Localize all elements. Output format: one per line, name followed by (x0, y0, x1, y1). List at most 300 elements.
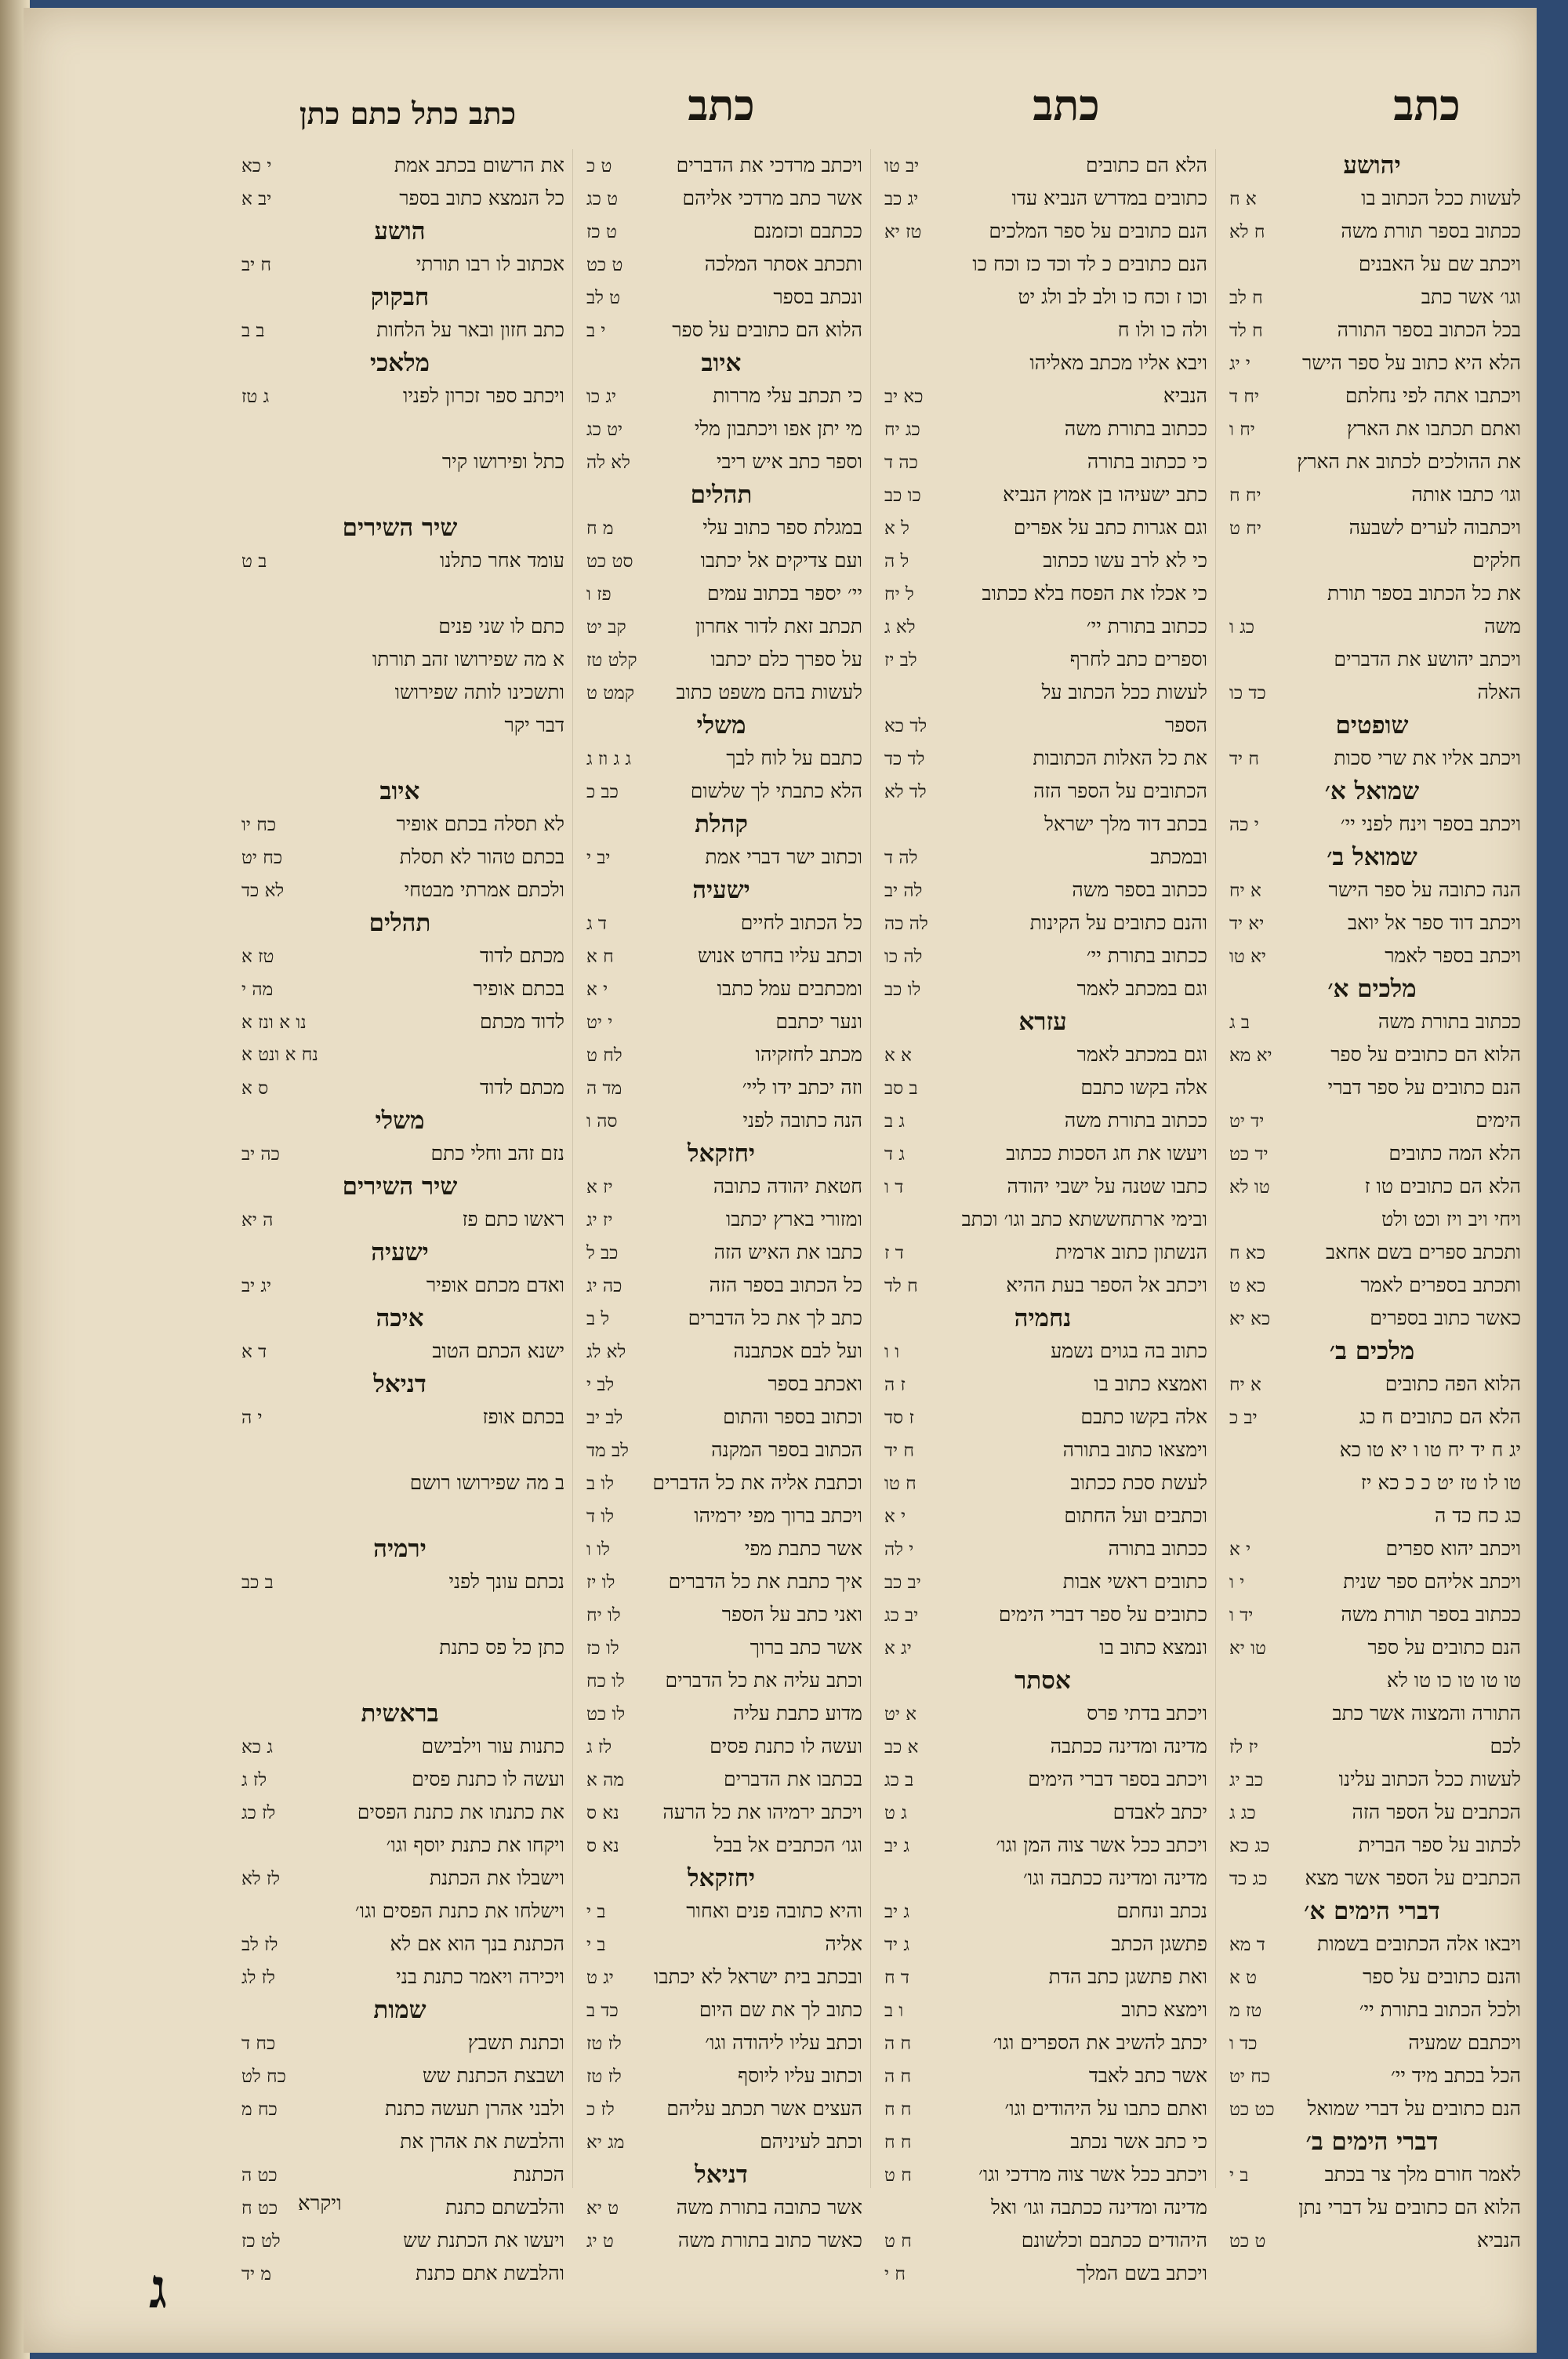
entry-text: אסתר (1014, 1667, 1071, 1695)
entry-text: וכתב עליו בחרט אנוש (698, 944, 862, 967)
section-heading (1223, 841, 1521, 874)
concordance-entry (235, 314, 564, 347)
entry-reference: לד לא (884, 782, 927, 802)
entry-text: ובימי ארתחששתא כתב וגו׳ וכתב (961, 1208, 1207, 1230)
page-signature-mark: ג (149, 2255, 168, 2321)
concordance-entry (1223, 610, 1521, 643)
concordance-entry (878, 1170, 1207, 1203)
entry-text: ויכתב יהושע את הדברים (1334, 648, 1521, 671)
entry-text: והנם כתובים על ספר (1363, 1965, 1521, 1988)
entry-text: ויכתב אל הספר בעת ההיא (1006, 1274, 1207, 1296)
entry-text: ויחי ויב ויז וכט ולט (1381, 1208, 1521, 1230)
entry-reference: ח י (884, 2264, 906, 2284)
concordance-entry (235, 972, 564, 1005)
entry-text: תכתב זאת לדור אחרון (695, 615, 862, 638)
entry-text: ראשו כתם פז (462, 1208, 564, 1230)
concordance-entry (1223, 1730, 1521, 1763)
entry-reference: כד ב (586, 2001, 619, 2021)
concordance-entry (878, 314, 1207, 347)
entry-reference: פז ו (586, 584, 612, 605)
entry-reference: ל א (884, 518, 909, 539)
entry-text: וכתנת תשבץ (467, 2031, 564, 2054)
concordance-entry (878, 248, 1207, 281)
concordance-entry (580, 413, 862, 445)
entry-text: וספר כתב איש ריבי (716, 450, 862, 473)
concordance-entry (878, 215, 1207, 248)
entry-reference: ט כג (586, 189, 619, 209)
entry-text: נזם זהב וחלי כתם (430, 1142, 564, 1165)
concordance-entry (580, 1038, 862, 1071)
entry-text: הנשתון כתוב ארמית (1055, 1241, 1207, 1263)
entry-text: והיא כתובה פנים ואחור (686, 1899, 862, 1922)
entry-reference: לט כז (241, 2231, 281, 2252)
entry-text: בראשית (361, 1699, 439, 1728)
concordance-entry (878, 940, 1207, 972)
concordance-entry (878, 1829, 1207, 1862)
section-heading (235, 347, 564, 380)
concordance-entry (580, 1994, 862, 2026)
entry-reference: ח טו (884, 1474, 916, 1494)
entry-text: הנם כתובים על דברי שמואל (1307, 2097, 1521, 2120)
entry-text: בכל הכתוב בספר התורה (1337, 318, 1521, 341)
concordance-entry (878, 1368, 1207, 1401)
entry-reference: לב יב (586, 1408, 623, 1428)
entry-text: ויכתב אליהם ספר שנית (1343, 1570, 1521, 1593)
concordance-entry (1223, 215, 1521, 248)
entry-text: דניאל (695, 2161, 748, 2189)
entry-reference: ט כט (1229, 2231, 1266, 2252)
concordance-entry (235, 2026, 564, 2059)
entry-text: את כל האלות הכתובות (1033, 747, 1207, 769)
entry-reference: יח ו (1229, 420, 1255, 440)
entry-text: וכתב עליה את כל הדברים (665, 1669, 862, 1692)
entry-reference: י ה (241, 1408, 263, 1428)
concordance-entry (878, 1730, 1207, 1763)
entry-text: ויכתב ככל אשר צוה המן וגו׳ (996, 1834, 1207, 1856)
concordance-entry (1223, 413, 1521, 445)
entry-reference: לז לא (241, 1869, 281, 1889)
concordance-entry (1223, 742, 1521, 775)
concordance-entry (580, 380, 862, 413)
entry-text: וכתוב ישר דברי אמת (705, 845, 862, 868)
entry-reference: ג ג וז ג (586, 749, 632, 769)
concordance-entry (878, 1796, 1207, 1829)
entry-text: והלבשת את אהרן את (400, 2130, 564, 2153)
entry-text: הלא הם כתובים ח כג (1359, 1405, 1521, 1428)
entry-text: כתובים במדרש הנביא עדו (1011, 187, 1207, 209)
entry-reference: י ו (1229, 1572, 1245, 1593)
catchword: ויקרא (298, 2192, 342, 2215)
section-heading (580, 1137, 862, 1170)
section-heading (1223, 2125, 1521, 2158)
concordance-entry (235, 1961, 564, 1994)
entry-text: וכו ז וכח כו ולב לב ולג יט (1018, 285, 1207, 308)
concordance-entry (1223, 1994, 1521, 2026)
entry-text: הכל בכתב מיד יי׳ (1391, 2064, 1521, 2087)
entry-text: כי לא לרב עשו ככתוב (1043, 549, 1207, 572)
concordance-entry (235, 1203, 564, 1236)
entry-text: ויכתב ירמיהו את כל הרעה (662, 1801, 862, 1823)
concordance-entry (580, 281, 862, 314)
concordance-entry (1223, 2026, 1521, 2059)
entry-reference: לא לג (586, 1342, 626, 1362)
entry-text: וזה יכתב ידו ליי׳ (742, 1076, 862, 1099)
entry-reference: ד ז (884, 1243, 904, 1263)
entry-text: מדינה ומדינה ככתבה וגו׳ ואל (990, 2196, 1207, 2219)
concordance-entry (580, 907, 862, 940)
entry-reference: לח ט (586, 1045, 622, 1066)
entry-text: משלי (696, 711, 746, 740)
entry-text: הלא היא כתוב על ספר הישר (1301, 351, 1521, 374)
concordance-entry (1223, 1598, 1521, 1631)
entry-text: יכתב לאבדם (1112, 1801, 1207, 1823)
entry-text: האלה (1477, 681, 1521, 703)
entry-reference: ח יד (884, 1441, 915, 1461)
entry-reference: ד מא (1229, 1935, 1265, 1955)
entry-text: לא תסלה בכתם אופיר (396, 812, 564, 835)
entry-reference: לא ג (884, 617, 916, 638)
entry-reference: יג א (884, 1638, 912, 1659)
entry-reference: ח ח (884, 2099, 912, 2120)
concordance-entry (1223, 544, 1521, 577)
entry-reference: לז לג (241, 1968, 275, 1988)
entry-text: את כתנתו את כתנת הפסים (357, 1801, 564, 1823)
concordance-entry (235, 2158, 564, 2191)
entry-text: הלוא הפה כתובים (1385, 1372, 1521, 1395)
entry-reference: ב ג (1229, 1012, 1250, 1033)
concordance-entry (878, 1137, 1207, 1170)
concordance-entry (878, 1697, 1207, 1730)
entry-reference: כה יב (241, 1144, 280, 1165)
concordance-entry (235, 577, 564, 610)
entry-reference: י כא (241, 156, 272, 176)
concordance-entry (235, 1434, 564, 1467)
concordance-entry (235, 874, 564, 907)
concordance-entry (1223, 380, 1521, 413)
entry-text: ויכירה ויאמר כתנת בני (396, 1965, 564, 1988)
entry-reference: כג יח (884, 420, 920, 440)
concordance-entry (878, 2257, 1207, 2290)
concordance-entry (1223, 1565, 1521, 1598)
concordance-entry (580, 511, 862, 544)
header-col1: כתב (1393, 80, 1461, 130)
concordance-entry (580, 314, 862, 347)
entry-text: ויכתב בספר לאמר (1385, 944, 1521, 967)
entry-text: ועם צדיקים אל יכתבו (700, 549, 862, 572)
concordance-entry (235, 478, 564, 511)
section-heading (235, 1368, 564, 1401)
entry-reference: כה ד (884, 453, 918, 473)
entry-text: אלה בקשו כתבם (1080, 1076, 1207, 1099)
entry-reference: ח א (586, 947, 614, 967)
entry-reference: טז א (241, 947, 274, 967)
concordance-entry (1223, 2092, 1521, 2125)
concordance-entry (235, 676, 564, 709)
entry-reference: לד כד (884, 749, 925, 769)
entry-reference: טז יא (884, 222, 922, 242)
concordance-entry (235, 1499, 564, 1532)
entry-reference: יח ח (1229, 485, 1261, 506)
concordance-entry (878, 1994, 1207, 2026)
concordance-entry (1223, 1302, 1521, 1335)
entry-text: ככתוב בספר תורת משה (1341, 1603, 1521, 1626)
entry-reference: לז כ (586, 2099, 615, 2120)
entry-text: וגם במכתב לאמר (1076, 1043, 1207, 1066)
concordance-entry (1223, 1763, 1521, 1796)
entry-reference: יג כו (586, 387, 617, 407)
entry-text: ואכתב בספר (768, 1372, 862, 1395)
concordance-entry (580, 1104, 862, 1137)
entry-text: חטאת יהודה כתובה (713, 1175, 862, 1198)
entry-reference: ח לב (1229, 288, 1263, 308)
entry-reference: ג יד (884, 1935, 909, 1955)
concordance-entry (878, 1631, 1207, 1664)
concordance-entry (1223, 1236, 1521, 1269)
concordance-entry (235, 1005, 564, 1038)
entry-reference: כח ד (241, 2034, 276, 2054)
entry-text: כתוב לך את שם היום (699, 1998, 862, 2021)
section-heading (1223, 775, 1521, 808)
entry-reference: לב יז (884, 650, 917, 671)
entry-text: ולכל הכתוב בתורת יי׳ (1359, 1998, 1521, 2021)
entry-reference: ג ב (884, 1111, 905, 1132)
concordance-entry (1223, 577, 1521, 610)
column-2 (878, 149, 1207, 2284)
entry-text: ואמצא כתוב בו (1094, 1372, 1207, 1395)
entry-reference: נא ס (586, 1803, 619, 1823)
entry-reference: כט ח (241, 2198, 278, 2219)
concordance-entry (580, 676, 862, 709)
entry-text: לדוד מכתם (480, 1010, 564, 1033)
entry-text: הנם כתובים על ספר דברי (1327, 1076, 1521, 1099)
entry-reference: ט יא (586, 2198, 619, 2219)
concordance-entry (235, 1269, 564, 1302)
entry-text: ואתם תכתבו את הארץ (1346, 417, 1521, 440)
concordance-entry (580, 1302, 862, 1335)
entry-text: תהלים (368, 909, 431, 937)
concordance-entry (878, 1961, 1207, 1994)
entry-text: דבר יקר (504, 714, 564, 736)
concordance-entry (580, 1401, 862, 1434)
entry-reference: לו כט (586, 1704, 626, 1725)
entry-text: ואתם כתבו על היהודים וגו׳ (1004, 2097, 1207, 2120)
concordance-entry (580, 1269, 862, 1302)
concordance-entry (580, 1928, 862, 1961)
entry-reference: ח ה (884, 2066, 912, 2087)
entry-reference: ג כא (241, 1737, 273, 1757)
entry-text: לכם (1490, 1735, 1521, 1757)
entry-text: ככתבם וכזמנם (753, 220, 862, 242)
concordance-entry (580, 1631, 862, 1664)
concordance-entry (1223, 1499, 1521, 1532)
concordance-entry (1223, 347, 1521, 380)
column-rule (1215, 149, 1216, 2188)
entry-text: הלוא הם כתובים על ספר (672, 318, 862, 341)
entry-text: ויכתב מרדכי את הדברים (676, 154, 862, 176)
entry-text: הכתנת (513, 2163, 564, 2186)
entry-reference: כה יג (586, 1276, 622, 1296)
entry-text: מלכים ב׳ (1329, 1337, 1415, 1365)
entry-text: את כל הכתוב בספר תורת (1327, 582, 1521, 605)
entry-reference: כח יט (1229, 2066, 1271, 2087)
concordance-entry (580, 2125, 862, 2158)
entry-reference: ח ח (884, 2132, 912, 2153)
header-col3: כתב (688, 80, 755, 130)
entry-text: ככתוב בתורת משה (1377, 1010, 1521, 1033)
entry-reference: לז ג (586, 1737, 612, 1757)
entry-reference: יח ט (1229, 518, 1261, 539)
entry-reference: יב כב (884, 1572, 921, 1593)
entry-reference: כב יג (1229, 1770, 1264, 1790)
entry-reference: לו כז (586, 1638, 619, 1659)
concordance-entry (580, 841, 862, 874)
entry-text: ויקחו את כתנת יוסף וגו׳ (386, 1834, 564, 1856)
concordance-entry (1223, 1928, 1521, 1961)
concordance-entry (235, 380, 564, 413)
entry-reference: יג יב (241, 1276, 272, 1296)
entry-text: הנביא (1163, 384, 1207, 407)
section-heading (235, 1532, 564, 1565)
concordance-entry (235, 445, 564, 478)
entry-reference: לז טז (586, 2034, 622, 2054)
concordance-entry (878, 610, 1207, 643)
concordance-entry (1223, 445, 1521, 478)
entry-text: ב מה שפירושו רושם (409, 1471, 564, 1494)
entry-reference: לו כח (586, 1671, 625, 1692)
concordance-entry (878, 1532, 1207, 1565)
entry-reference: כא ח (1229, 1243, 1265, 1263)
concordance-entry (878, 709, 1207, 742)
entry-text: ויעשו את הכתנת שש (403, 2229, 564, 2252)
entry-reference: ט לב (586, 288, 621, 308)
entry-reference: כג ו (1229, 617, 1255, 638)
entry-reference: ב כב (241, 1572, 274, 1593)
entry-text: תהלים (690, 481, 753, 509)
entry-text: עומד אחר כתלנו (439, 549, 564, 572)
entry-text: ושבצת הכתנת שש (422, 2064, 564, 2087)
concordance-entry (1223, 182, 1521, 215)
entry-reference: כא יב (884, 387, 924, 407)
concordance-entry (1223, 874, 1521, 907)
entry-text: כתבם על לוח לבך (726, 747, 862, 769)
concordance-entry (1223, 1532, 1521, 1565)
concordance-entry (580, 182, 862, 215)
concordance-entry (1223, 1071, 1521, 1104)
concordance-entry (878, 775, 1207, 808)
entry-reference: מג יא (586, 2132, 625, 2153)
entry-reference: נו א ונז א (241, 1012, 307, 1033)
entry-reference: קמט ט (586, 683, 635, 703)
concordance-entry (878, 2224, 1207, 2257)
entry-text: משלי (375, 1107, 425, 1135)
concordance-entry (580, 1203, 862, 1236)
entry-reference: ו ו (884, 1342, 900, 1362)
concordance-entry (580, 1236, 862, 1269)
entry-text: ויכתב בספר דברי הימים (1028, 1768, 1207, 1790)
entry-text: ישנא הכתם הטוב (432, 1339, 564, 1362)
section-heading (580, 874, 862, 907)
concordance-entry (878, 380, 1207, 413)
concordance-entry (1223, 1368, 1521, 1401)
book-page (24, 8, 1537, 2353)
entry-text: ויכתב שם על האבנים (1358, 253, 1521, 275)
section-heading (235, 907, 564, 940)
concordance-entry (878, 2125, 1207, 2158)
concordance-entry (878, 544, 1207, 577)
entry-text: ואדם מכתם אופיר (426, 1274, 564, 1296)
entry-reference: י לה (884, 1539, 914, 1560)
entry-text: יג ח יד יח טו ו יא טו כא (1339, 1438, 1521, 1461)
entry-reference: מה י (241, 980, 274, 1000)
entry-text: כל הכתוב בספר הזה (709, 1274, 862, 1296)
concordance-entry (580, 1565, 862, 1598)
entry-text: כתנות עור וילבישם (421, 1735, 564, 1757)
concordance-entry (580, 445, 862, 478)
entry-reference: נא ס (586, 1836, 619, 1856)
concordance-entry (878, 1862, 1207, 1895)
entry-text: כתב חזון ובאר על הלחות (376, 318, 564, 341)
entry-text: וימצאו כתוב בתורה (1062, 1438, 1207, 1461)
entry-reference: ב י (586, 1935, 606, 1955)
entry-text: טו טו טו כו טו לא (1386, 1669, 1521, 1692)
entry-text: כאשר כתוב בספרים (1370, 1307, 1521, 1329)
concordance-entry (580, 215, 862, 248)
section-heading (580, 478, 862, 511)
concordance-entry (878, 972, 1207, 1005)
entry-text: כתבו שטנה על ישבי יהודה (1007, 1175, 1207, 1198)
entry-reference: ב י (1229, 2165, 1249, 2186)
concordance-entry (878, 413, 1207, 445)
entry-text: ויכתב ברוך מפי ירמיהו (694, 1504, 862, 1527)
concordance-entry (878, 182, 1207, 215)
entry-reference: א ח (1229, 189, 1257, 209)
section-heading (878, 1302, 1207, 1335)
entry-reference: ל ב (586, 1309, 610, 1329)
concordance-entry (878, 1203, 1207, 1236)
entry-reference: סט כט (586, 551, 633, 572)
entry-text: ותכתב ספרים בשם אחאב (1326, 1241, 1521, 1263)
entry-text: כתן כל פס כתנת (439, 1636, 564, 1659)
concordance-entry (580, 544, 862, 577)
entry-reference: לז כג (241, 1803, 276, 1823)
entry-text: איכה (376, 1304, 424, 1332)
entry-text: ונכתב בספר (773, 285, 862, 308)
header-col4: כתב כתל כתם כתן (299, 96, 517, 131)
section-heading (235, 511, 564, 544)
entry-reference: כא יא (1229, 1309, 1271, 1329)
entry-text: ומכתבים עמל כתבו (717, 977, 862, 1000)
entry-reference: ח יב (241, 255, 272, 275)
entry-text: הנביא (1476, 2229, 1521, 2252)
entry-reference: א יט (884, 1704, 917, 1725)
concordance-entry (580, 1961, 862, 1994)
section-heading (1223, 149, 1521, 182)
concordance-entry (878, 478, 1207, 511)
entry-reference: כח יו (241, 815, 277, 835)
concordance-entry (580, 1368, 862, 1401)
concordance-entry (580, 149, 862, 182)
entry-reference: ס א (241, 1078, 269, 1099)
entry-text: ותכתב אסתר המלכה (704, 253, 862, 275)
section-heading (1223, 1335, 1521, 1368)
entry-text: ואני כתב על הספר (721, 1603, 862, 1626)
entry-reference: יד יט (1229, 1111, 1265, 1132)
entry-reference: יב א (241, 189, 272, 209)
concordance-entry (580, 1796, 862, 1829)
concordance-entry (1223, 643, 1521, 676)
concordance-entry (878, 808, 1207, 841)
concordance-entry (1223, 1664, 1521, 1697)
